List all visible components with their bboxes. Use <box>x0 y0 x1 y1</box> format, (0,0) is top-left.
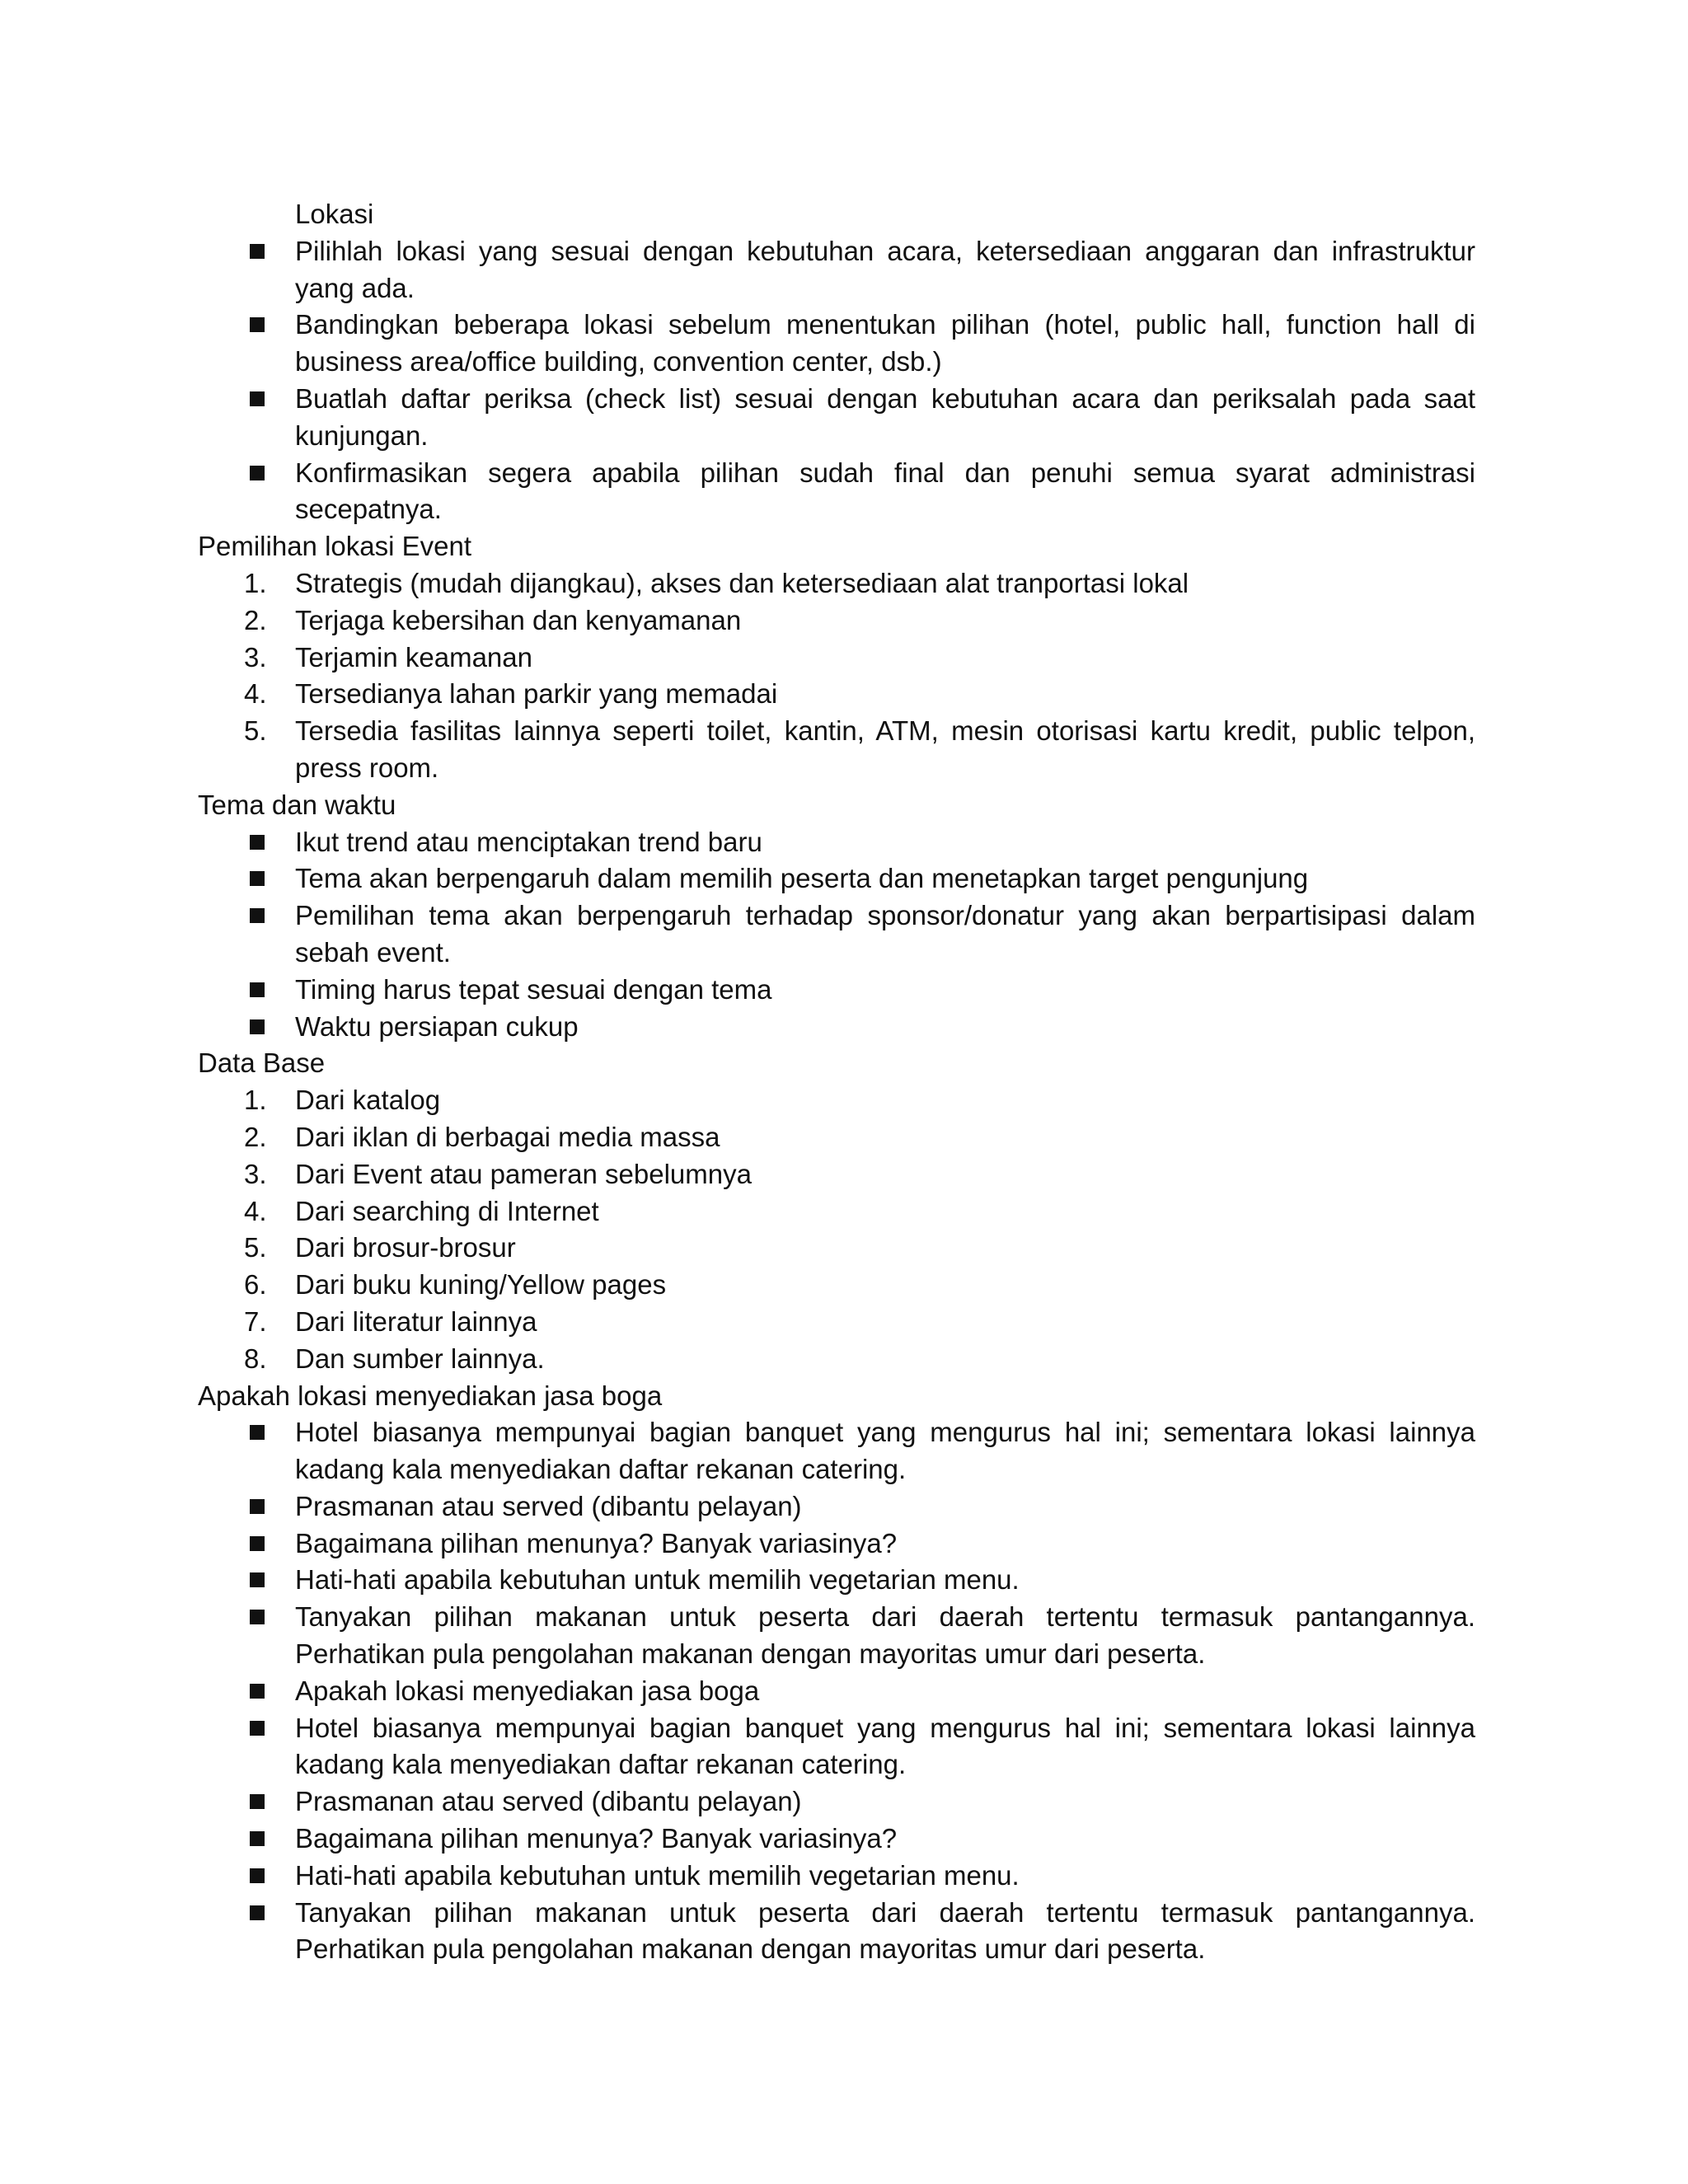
list-item <box>198 860 1475 898</box>
list-item <box>198 1267 1475 1304</box>
square-bullet-icon <box>250 982 265 997</box>
list-item <box>198 1821 1475 1858</box>
list-item <box>198 602 1475 640</box>
pemilihan-heading: Pemilihan lokasi Event <box>198 531 471 562</box>
list-item <box>198 1230 1475 1267</box>
list-item-text: Dari searching di Internet <box>295 1195 599 1226</box>
list-item <box>198 455 1475 529</box>
square-bullet-icon <box>250 1499 265 1514</box>
list-number: 1. <box>244 567 267 598</box>
list-item-text: Pemilihan tema akan berpengaruh terhadap sponsor/donatur yang akan berpartisipasi dalam sebah event. <box>295 900 1475 968</box>
list-item <box>198 1783 1475 1821</box>
list-number: 4. <box>244 678 267 710</box>
square-bullet-icon <box>250 244 265 259</box>
square-bullet-icon <box>250 1425 265 1440</box>
list-number: 2. <box>244 604 267 635</box>
square-bullet-icon <box>250 317 265 332</box>
list-item-text: Hotel biasanya mempunyai bagian banquet yang mengurus hal ini; sementara lokasi lainnya kadang kala menyediakan daftar rekanan catering. <box>295 1417 1475 1485</box>
list-item-text: Ikut trend atau menciptakan trend baru <box>295 826 762 857</box>
list-item-text: Bagaimana pilihan menunya? Banyak variasinya? <box>295 1823 898 1854</box>
list-item-text: Dari brosur-brosur <box>295 1232 516 1263</box>
list-item-text: Hotel biasanya mempunyai bagian banquet yang mengurus hal ini; sementara lokasi lainnya kadang kala menyediakan daftar rekanan catering. <box>295 1712 1475 1780</box>
list-number: 5. <box>244 715 267 747</box>
list-item <box>198 1526 1475 1563</box>
list-item-text: Dari buku kuning/Yellow pages <box>295 1269 667 1301</box>
list-item-text: Tersedia fasilitas lainnya seperti toilet, kantin, ATM, mesin otorisasi kartu kredit, public telpon, press room. <box>295 715 1475 783</box>
list-item-text: Waktu persiapan cukup <box>295 1010 579 1042</box>
list-item <box>198 307 1475 381</box>
list-item-text: Tersedianya lahan parkir yang memadai <box>295 678 778 710</box>
database-heading: Data Base <box>198 1047 326 1079</box>
list-item-text: Bandingkan beberapa lokasi sebelum menentukan pilihan (hotel, public hall, function hall di business area/office building, convention center, dsb.) <box>295 309 1475 377</box>
list-item-text: Prasmanan atau served (dibantu pelayan) <box>295 1490 802 1521</box>
list-item-text: Timing harus tepat sesuai dengan tema <box>295 973 772 1005</box>
list-number: 1. <box>244 1085 267 1116</box>
list-item <box>198 640 1475 677</box>
list-item-text: Dari literatur lainnya <box>295 1305 537 1337</box>
tema-heading: Tema dan waktu <box>198 789 396 820</box>
list-item <box>198 1710 1475 1784</box>
list-item <box>198 1009 1475 1046</box>
list-item <box>198 233 1475 307</box>
square-bullet-icon <box>250 1905 265 1920</box>
list-item <box>198 1673 1475 1710</box>
list-item-text: Strategis (mudah dijangkau), akses dan ketersediaan alat tranportasi lokal <box>295 567 1189 598</box>
list-item <box>198 713 1475 787</box>
square-bullet-icon <box>250 466 265 480</box>
list-number: 8. <box>244 1343 267 1374</box>
jasa-boga-heading: Apakah lokasi menyediakan jasa boga <box>198 1380 663 1411</box>
list-item-text: Buatlah daftar periksa (check list) sesuai dengan kebutuhan acara dan periksalah pada saat kunjungan. <box>295 382 1475 451</box>
list-item <box>198 898 1475 972</box>
list-item <box>198 1193 1475 1230</box>
list-item-text: Terjamin keamanan <box>295 641 532 673</box>
list-item <box>198 676 1475 713</box>
jasa-boga-bullet-list <box>198 1414 1475 1968</box>
database-numbered-list <box>198 1082 1475 1377</box>
list-number: 3. <box>244 1158 267 1189</box>
list-item <box>198 1414 1475 1488</box>
square-bullet-icon <box>250 1721 265 1736</box>
list-item-text: Hati-hati apabila kebutuhan untuk memilih vegetarian menu. <box>295 1564 1020 1596</box>
square-bullet-icon <box>250 1868 265 1883</box>
square-bullet-icon <box>250 1536 265 1551</box>
list-item <box>198 972 1475 1009</box>
pemilihan-numbered-list <box>198 565 1475 787</box>
square-bullet-icon <box>250 391 265 406</box>
list-item <box>198 1082 1475 1119</box>
list-item <box>198 1895 1475 1969</box>
list-item-text: Dari katalog <box>295 1085 441 1116</box>
list-number: 2. <box>244 1121 267 1152</box>
list-item-text: Prasmanan atau served (dibantu pelayan) <box>295 1786 802 1817</box>
lokasi-bullet-list <box>198 233 1475 528</box>
list-item-text: Tanyakan pilihan makanan untuk peserta dari daerah tertentu termasuk pantangannya. Perhatikan pula pengolahan makanan dengan mayoritas umur dari peserta. <box>295 1896 1475 1965</box>
square-bullet-icon <box>250 835 265 850</box>
list-item <box>198 1858 1475 1895</box>
square-bullet-icon <box>250 1831 265 1846</box>
intro-line: Lokasi <box>295 199 374 229</box>
list-item <box>198 1341 1475 1378</box>
list-number: 6. <box>244 1269 267 1301</box>
list-item-text: Apakah lokasi menyediakan jasa boga <box>295 1675 760 1706</box>
list-item-text: Konfirmasikan segera apabila pilihan sudah final dan penuhi semua syarat administrasi secepatnya. <box>295 457 1475 525</box>
list-item <box>198 1562 1475 1599</box>
list-number: 3. <box>244 641 267 673</box>
list-item <box>198 1304 1475 1341</box>
tema-bullet-list <box>198 824 1475 1046</box>
document-page <box>198 196 1475 1968</box>
square-bullet-icon <box>250 908 265 923</box>
list-item-text: Tema akan berpengaruh dalam memilih peserta dan menetapkan target pengunjung <box>295 863 1309 894</box>
list-item <box>198 381 1475 455</box>
list-item <box>198 1156 1475 1193</box>
list-item-text: Tanyakan pilihan makanan untuk peserta dari daerah tertentu termasuk pantangannya. Perhatikan pula pengolahan makanan dengan mayoritas umur dari peserta. <box>295 1601 1475 1670</box>
list-item <box>198 1599 1475 1673</box>
list-item <box>198 824 1475 861</box>
square-bullet-icon <box>250 1019 265 1034</box>
list-item-text: Dan sumber lainnya. <box>295 1343 545 1374</box>
list-item-text: Dari Event atau pameran sebelumnya <box>295 1158 752 1189</box>
list-number: 4. <box>244 1195 267 1226</box>
list-item-text: Dari iklan di berbagai media massa <box>295 1121 720 1152</box>
square-bullet-icon <box>250 1610 265 1624</box>
square-bullet-icon <box>250 1794 265 1809</box>
square-bullet-icon <box>250 1572 265 1587</box>
list-item-text: Hati-hati apabila kebutuhan untuk memilih vegetarian menu. <box>295 1859 1020 1891</box>
square-bullet-icon <box>250 871 265 886</box>
list-item-text: Pilihlah lokasi yang sesuai dengan kebutuhan acara, ketersediaan anggaran dan infrastruktur yang ada. <box>295 235 1475 303</box>
list-item <box>198 1119 1475 1156</box>
square-bullet-icon <box>250 1684 265 1699</box>
list-item-text: Bagaimana pilihan menunya? Banyak variasinya? <box>295 1527 898 1558</box>
list-item <box>198 1488 1475 1526</box>
list-item <box>198 565 1475 602</box>
list-item-text: Terjaga kebersihan dan kenyamanan <box>295 604 742 635</box>
list-number: 7. <box>244 1305 267 1337</box>
list-number: 5. <box>244 1232 267 1263</box>
